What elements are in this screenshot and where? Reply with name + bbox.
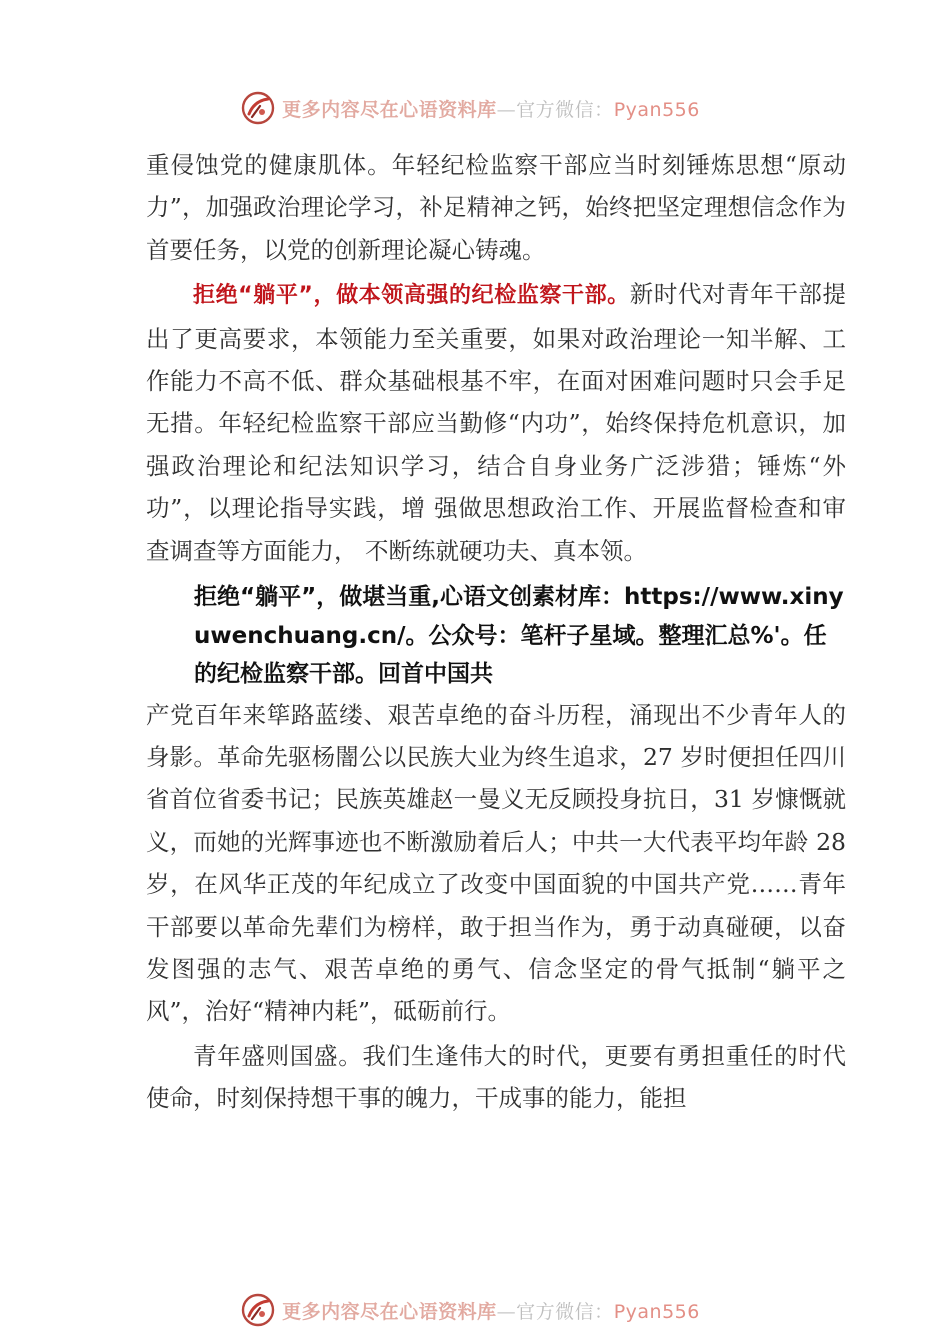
footer-site-text: 更多内容尽在心语资料库 — [282, 1300, 497, 1323]
footer-dash: — — [496, 1300, 517, 1323]
header-banner-text — [282, 95, 700, 122]
footer-banner-inner — [240, 1292, 700, 1328]
paragraph-1: 重侵蚀党的健康肌体。年轻纪检监察干部应当时刻锤炼思想“原动力”，加强政治理论学习，补足精神之钙，始终把坚定理想信念作为首要任务，以党的创新理论凝心铸魂。 — [146, 151, 846, 264]
header-banner-inner — [240, 90, 700, 126]
header-site-text: 更多内容尽在心语资料库 — [282, 98, 497, 121]
footer-official-label: 官方微信： — [516, 1300, 614, 1323]
document-body — [146, 144, 846, 1120]
xinyu-logo-icon — [240, 1292, 276, 1328]
header-banner — [0, 86, 950, 130]
footer-banner — [0, 1288, 950, 1332]
header-official-label: 官方微信： — [516, 98, 614, 121]
header-dash: — — [496, 98, 517, 121]
xinyu-logo-icon — [240, 90, 276, 126]
paragraph-2-text: 新时代对青年干部提出了更高要求，本领能力至关重要，如果对政治理论一知半解、工作能力不高不低、群众基础根基不牢，在面对困难问题时只会手足无措。年轻纪检监察干部应当勤修“内功”，始终保持危机意识，加强政治理论和纪法知识学习，结合自身业务广泛涉猎；锤炼“外功”，以理论指导实践，增 强做思想政治工作、开展监督检查和审查调查等方面能力， 不断练就硬功夫、真本领。 — [146, 280, 847, 565]
paragraph-2 — [146, 273, 846, 572]
footer-banner-text — [282, 1297, 700, 1324]
footer-wechat-id: Pyan556 — [613, 1300, 700, 1323]
paragraph-4: 青年盛则国盛。我们生逢伟大的时代，更要有勇担重任的时代使命，时刻保持想干事的魄力，干成事的能力，能担 — [146, 1041, 846, 1113]
paragraph-3-bold-heading: 拒绝“躺平”，做堪当重,心语文创素材库：https://www.xinyuwenchuang.cn/。公众号：笔杆子星域。整理汇总%'。任的纪检监察干部。回首中国共 — [194, 584, 844, 688]
header-wechat-id: Pyan556 — [613, 98, 700, 121]
paragraph-2-heading: 拒绝“躺平”，做本领高强的纪检监察干部。 — [193, 283, 630, 309]
paragraph-3-text: 产党百年来筚路蓝缕、艰苦卓绝的奋斗历程，涌现出不少青年人的身影。革命先驱杨闇公以民族大业为终生追求，27 岁时便担任四川省首位省委书记；民族英雄赵一曼义无反顾投身抗日，31 岁慷慨就义，而她的光辉事迹也不断激励着后人；中共一大代表平均年龄 28 岁，在风华正茂的年纪成立了改变中国面貌的中国共产党……青年干部要以革命先辈们为榜样，敢于担当作为，勇于动真碰硬，以奋发图强的志气、艰苦卓绝的勇气、信念坚定的骨气抵制“躺平之风”，治好“精神内耗”，砥砺前行。 — [146, 700, 846, 1026]
